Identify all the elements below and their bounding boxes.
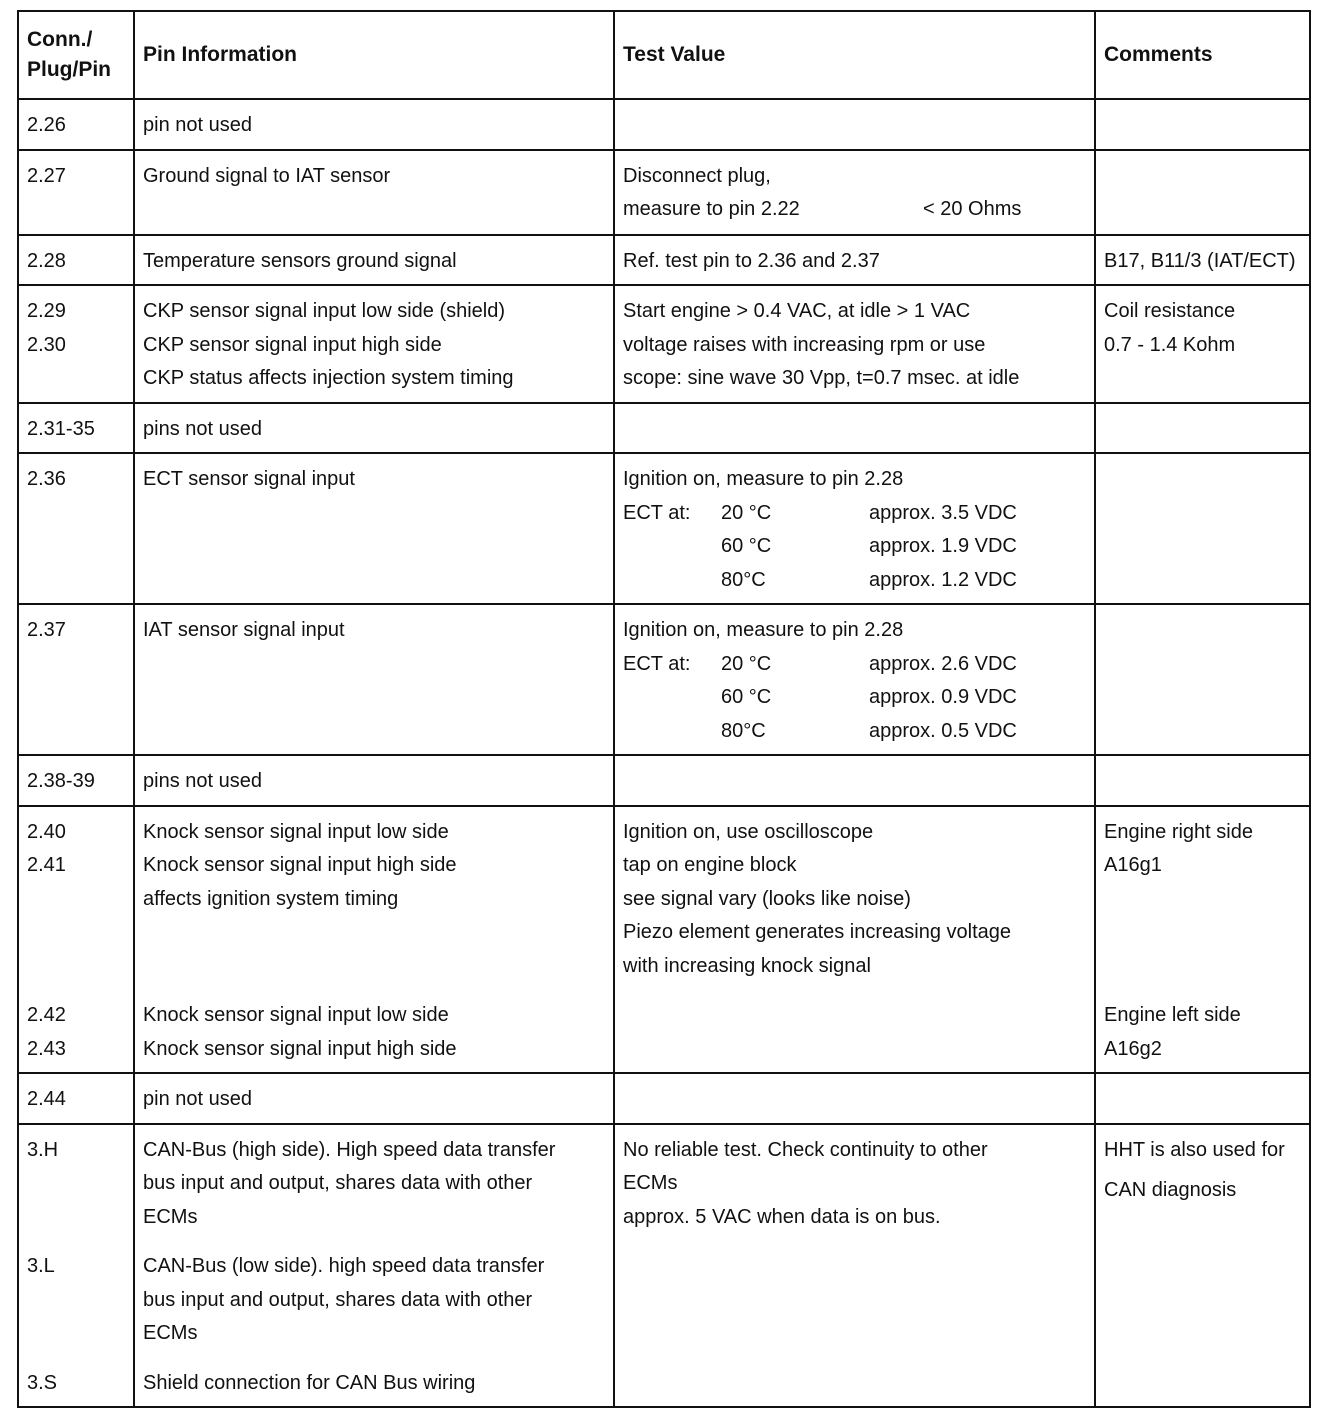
table-row [18, 150, 1310, 235]
comment-cell [1095, 99, 1310, 150]
pin-cell: 2.28 [18, 235, 134, 286]
comment-cell [1095, 403, 1310, 454]
header-conn [18, 11, 134, 99]
header-conn-line2: Plug/Pin [27, 58, 111, 81]
table-row [18, 1124, 1310, 1408]
pin-cell: 2.44 [18, 1073, 134, 1124]
iat-value-grid: ECT at: 20 °C approx. 2.6 VDC 60 °C approx. 0.9 VDC 80°C approx. 0.5 VDC [623, 652, 1017, 742]
test-cell: Start engine > 0.4 VAC, at idle > 1 VAC voltage raises with increasing rpm or use scope: sine wave 30 Vpp, t=0.7 msec. at idle [614, 285, 1095, 403]
header-pin-info: Pin Information [134, 11, 614, 99]
info-cell: Knock sensor signal input low side Knock sensor signal input high side affects ignition system timing Knock sensor signal input low side Knock sensor signal input high side [134, 806, 614, 1074]
info-cell: IAT sensor signal input [134, 604, 614, 755]
test-cell: Ignition on, measure to pin 2.28 ECT at: 20 °C approx. 2.6 VDC 60 °C approx. 0.9 VDC 80°C approx. 0.5 VDC [614, 604, 1095, 755]
header-comments: Comments [1095, 11, 1310, 99]
header-conn-line1: Conn./ [27, 28, 93, 51]
pin-cell: 2.40 2.41 2.42 2.43 [18, 806, 134, 1074]
info-cell: pin not used [134, 1073, 614, 1124]
table-row [18, 755, 1310, 806]
pin-cell: 2.26 [18, 99, 134, 150]
test-line-with-value: measure to pin 2.22 < 20 Ohms [623, 198, 1022, 220]
test-cell: Ignition on, measure to pin 2.28 ECT at: 20 °C approx. 3.5 VDC 60 °C approx. 1.9 VDC 80°C approx. 1.2 VDC [614, 453, 1095, 604]
comment-cell [1095, 755, 1310, 806]
pin-cell: 2.38-39 [18, 755, 134, 806]
table-row [18, 453, 1310, 604]
table-row [18, 99, 1310, 150]
pin-cell: 2.36 [18, 453, 134, 604]
info-cell: Ground signal to IAT sensor [134, 150, 614, 235]
ect-value-grid: ECT at: 20 °C approx. 3.5 VDC 60 °C approx. 1.9 VDC 80°C approx. 1.2 VDC [623, 501, 1017, 591]
pin-cell: 2.27 [18, 150, 134, 235]
comment-cell [1095, 1073, 1310, 1124]
table-row [18, 403, 1310, 454]
comment-cell [1095, 604, 1310, 755]
test-cell: Ref. test pin to 2.36 and 2.37 [614, 235, 1095, 286]
info-cell: pins not used [134, 755, 614, 806]
table-row [18, 235, 1310, 286]
test-cell [614, 403, 1095, 454]
table-row [18, 806, 1310, 1074]
info-cell: CKP sensor signal input low side (shield) CKP sensor signal input high side CKP status affects injection system timing [134, 285, 614, 403]
comment-cell: Coil resistance 0.7 - 1.4 Kohm [1095, 285, 1310, 403]
header-row [18, 11, 1310, 99]
comment-cell: HHT is also used for CAN diagnosis [1095, 1124, 1310, 1408]
info-cell: ECT sensor signal input [134, 453, 614, 604]
test-cell: Ignition on, use oscilloscope tap on engine block see signal vary (looks like noise) Piezo element generates increasing voltage with increasing knock signal [614, 806, 1095, 1074]
pin-cell: 2.29 2.30 [18, 285, 134, 403]
pin-table [17, 10, 1311, 1408]
pin-cell: 2.37 [18, 604, 134, 755]
info-cell: pins not used [134, 403, 614, 454]
comment-cell: B17, B11/3 (IAT/ECT) [1095, 235, 1310, 286]
test-cell [614, 99, 1095, 150]
comment-cell [1095, 150, 1310, 235]
table-row [18, 1073, 1310, 1124]
info-cell: CAN-Bus (high side). High speed data transfer bus input and output, shares data with other ECMs CAN-Bus (low side). high speed data transfer bus input and output, shares data with other ECMs Shield connection for CAN Bus wiring [134, 1124, 614, 1408]
header-test-value: Test Value [614, 11, 1095, 99]
table-row [18, 604, 1310, 755]
comment-cell [1095, 453, 1310, 604]
pin-cell: 2.31-35 [18, 403, 134, 454]
test-cell [614, 755, 1095, 806]
test-cell [614, 1073, 1095, 1124]
test-cell: No reliable test. Check continuity to other ECMs approx. 5 VAC when data is on bus. [614, 1124, 1095, 1408]
test-cell: Disconnect plug, measure to pin 2.22 < 20 Ohms [614, 150, 1095, 235]
pin-cell: 3.H 3.L 3.S [18, 1124, 134, 1408]
comment-cell: Engine right side A16g1 Engine left side A16g2 [1095, 806, 1310, 1074]
info-cell: pin not used [134, 99, 614, 150]
table-row [18, 285, 1310, 403]
info-cell: Temperature sensors ground signal [134, 235, 614, 286]
